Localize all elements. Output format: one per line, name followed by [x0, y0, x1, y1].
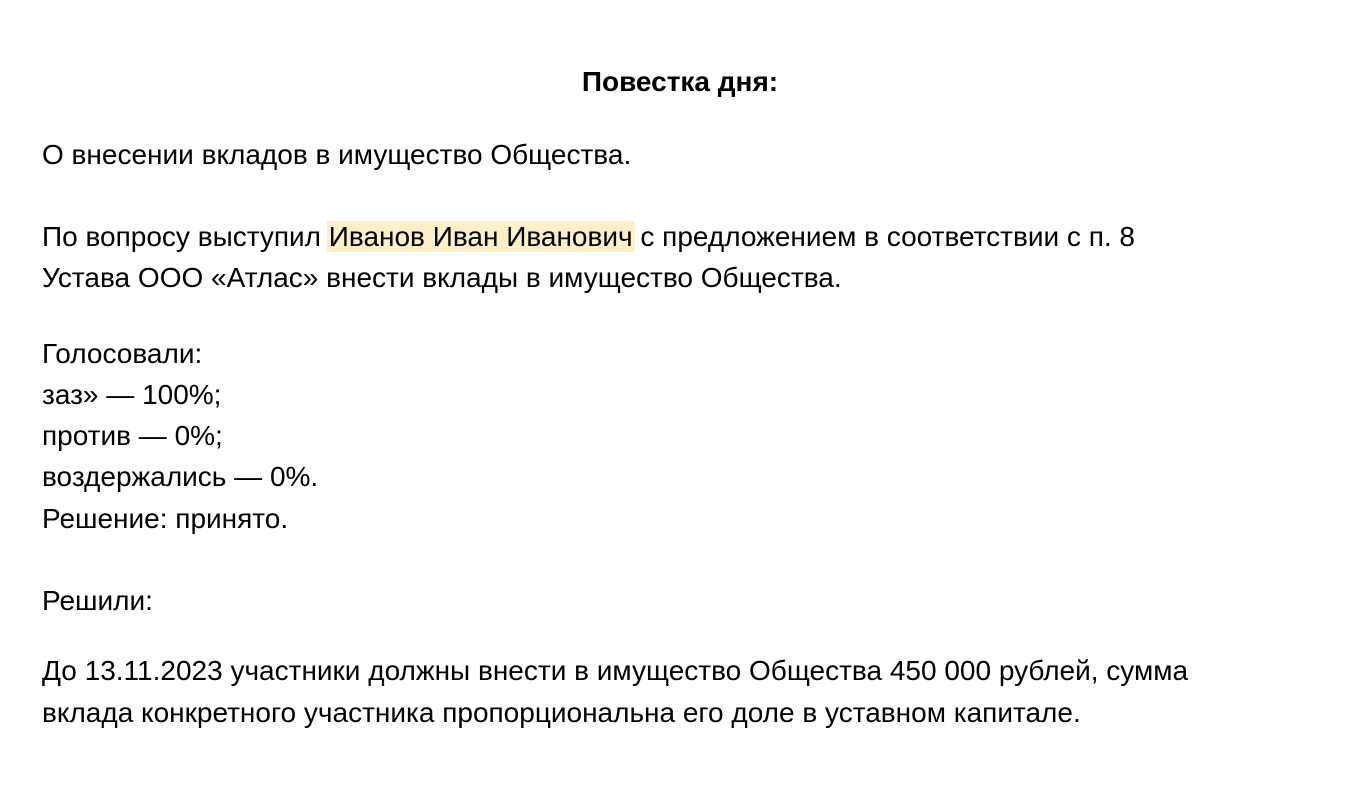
resolution-line-2: вклада конкретного участника пропорциональна его доле в уставном капитале.: [42, 697, 1081, 728]
speech-prefix: По вопросу выступил: [42, 221, 321, 252]
agenda-item: О внесении вкладов в имущество Общества.: [42, 139, 632, 170]
vote-abstained: воздержались — 0%.: [42, 461, 319, 492]
page-title: Повестка дня:: [581, 66, 779, 97]
resolved-heading: Решили:: [42, 585, 153, 616]
vote-against: против — 0%;: [42, 420, 223, 451]
speaker-name-highlight: Иванов Иван Иванович: [328, 221, 633, 252]
voting-heading: Голосовали:: [42, 338, 203, 369]
speech-suffix: с предложением в соответствии с п. 8: [640, 221, 1135, 252]
speech-line-2: Устава ООО «Атлас» внести вклады в имущество Общества.: [42, 262, 842, 293]
vote-for: заз» — 100%;: [42, 379, 222, 410]
decision-status: Решение: принято.: [42, 503, 289, 534]
speech-line-1: [42, 216, 1135, 257]
resolution-line-1: До 13.11.2023 участники должны внести в имущество Общества 450 000 рублей, сумма: [42, 655, 1189, 686]
